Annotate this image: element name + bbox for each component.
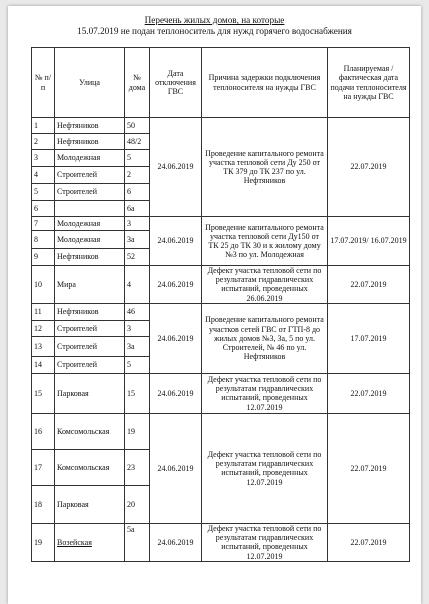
row-street: Парковая xyxy=(55,485,125,523)
header-reason: Причина задержки подключения теплоносителя на нужды ГВС xyxy=(202,48,328,118)
row-street: Строителей xyxy=(55,356,125,373)
table-row xyxy=(32,266,410,304)
row-num: 11 xyxy=(32,303,55,320)
row-house: 15 xyxy=(125,373,150,413)
title-line-2: 15.07.2019 не подан теплоноситель для нужд горячего водоснабжения xyxy=(77,26,352,36)
row-num: 5 xyxy=(32,184,55,201)
row-num: 9 xyxy=(32,249,55,266)
document-page xyxy=(8,6,421,604)
table-row xyxy=(32,217,410,231)
row-num: 4 xyxy=(32,167,55,184)
row-street: Нефтяников xyxy=(55,249,125,266)
row-house: 5 xyxy=(125,356,150,373)
row-street: Возейская xyxy=(55,523,125,561)
title-line-1: Перечень жилых домов, на которые xyxy=(144,15,285,25)
table-row xyxy=(32,118,410,134)
row-house: 20 xyxy=(125,485,150,523)
group-planned: 22.07.2019 xyxy=(328,413,410,523)
group-date: 24.06.2019 xyxy=(150,373,202,413)
row-street: Парковая xyxy=(55,373,125,413)
houses-table xyxy=(31,47,410,562)
row-street: Строителей xyxy=(55,167,125,184)
header-row xyxy=(32,48,410,118)
row-num: 8 xyxy=(32,231,55,249)
row-street: Мира xyxy=(55,266,125,304)
row-house: 23 xyxy=(125,449,150,485)
table-row xyxy=(32,303,410,320)
row-num: 17 xyxy=(32,449,55,485)
header-date-off: Дата отключения ГВС xyxy=(150,48,202,118)
row-house: 6а xyxy=(125,201,150,217)
row-house: 48/2 xyxy=(125,134,150,150)
table-row xyxy=(32,373,410,413)
row-house: 3 xyxy=(125,320,150,336)
row-house: 5 xyxy=(125,150,150,167)
row-num: 3 xyxy=(32,150,55,167)
row-house: 4 xyxy=(125,266,150,304)
group-date: 24.06.2019 xyxy=(150,303,202,373)
row-street xyxy=(55,201,125,217)
group-planned: 22.07.2019 xyxy=(328,266,410,304)
row-num: 1 xyxy=(32,118,55,134)
group-planned: 22.07.2019 xyxy=(328,118,410,217)
header-num: № п/п xyxy=(32,48,55,118)
row-street: Комсомольская xyxy=(55,413,125,449)
row-num: 10 xyxy=(32,266,55,304)
row-num: 18 xyxy=(32,485,55,523)
row-street: Строителей xyxy=(55,184,125,201)
row-num: 7 xyxy=(32,217,55,231)
group-reason: Проведение капитального ремонта участка тепловой сети Ду150 от ТК 25 до ТК 30 и к жилому дому №3 по ул. Молодежная xyxy=(202,217,328,266)
row-num: 16 xyxy=(32,413,55,449)
group-planned: 22.07.2019 xyxy=(328,373,410,413)
group-date: 24.06.2019 xyxy=(150,266,202,304)
group-reason: Проведение капитального ремонта участка тепловой сети Ду 250 от ТК 379 до ТК 237 по ул. Нефтяников xyxy=(202,118,328,217)
row-num: 12 xyxy=(32,320,55,336)
group-date: 24.06.2019 xyxy=(150,118,202,217)
row-house: 3а xyxy=(125,231,150,249)
group-reason: Дефект участка тепловой сети по результатам гидравлических испытаний, проведенных 12.07.2019 xyxy=(202,373,328,413)
row-num: 6 xyxy=(32,201,55,217)
document-title xyxy=(18,15,411,37)
row-house: 3а xyxy=(125,336,150,356)
row-house: 3 xyxy=(125,217,150,231)
group-reason: Дефект участка тепловой сети по результатам гидравлических испытаний, проведенных 26.06.2019 xyxy=(202,266,328,304)
row-num: 19 xyxy=(32,523,55,561)
row-house: 6 xyxy=(125,184,150,201)
row-street: Молодежная xyxy=(55,231,125,249)
row-street: Строителей xyxy=(55,320,125,336)
group-planned: 17.07.2019 xyxy=(328,303,410,373)
row-street: Строителей xyxy=(55,336,125,356)
row-num: 13 xyxy=(32,336,55,356)
group-date: 24.06.2019 xyxy=(150,523,202,561)
header-street: Улица xyxy=(55,48,125,118)
group-date: 24.06.2019 xyxy=(150,413,202,523)
row-street: Нефтяников xyxy=(55,134,125,150)
row-house: 19 xyxy=(125,413,150,449)
header-house: № дома xyxy=(125,48,150,118)
header-planned: Планируемая / фактическая дата подачи теплоносителя на нужды ГВС xyxy=(328,48,410,118)
row-house: 52 xyxy=(125,249,150,266)
group-planned: 17.07.2019/ 16.07.2019 xyxy=(328,217,410,266)
row-street: Нефтяников xyxy=(55,303,125,320)
row-house: 5а xyxy=(125,523,150,561)
row-house: 46 xyxy=(125,303,150,320)
row-house: 50 xyxy=(125,118,150,134)
row-house: 2 xyxy=(125,167,150,184)
row-num: 2 xyxy=(32,134,55,150)
group-reason: Проведение капитального ремонта участков сетей ГВС от ГТП-8 до жилых домов №3, 3а, 5 по ул. Строителей, № 46 по ул. Нефтяников xyxy=(202,303,328,373)
row-street: Молодежная xyxy=(55,150,125,167)
row-street: Молодежная xyxy=(55,217,125,231)
row-street: Нефтяников xyxy=(55,118,125,134)
group-reason: Дефект участка тепловой сети по результатам гидравлических испытаний, проведенных 12.07.2019 xyxy=(202,523,328,561)
group-date: 24.06.2019 xyxy=(150,217,202,266)
row-num: 15 xyxy=(32,373,55,413)
row-num: 14 xyxy=(32,356,55,373)
group-reason: Дефект участка тепловой сети по результатам гидравлических испытаний, проведенных 12.07.2019 xyxy=(202,413,328,523)
row-street: Комсомольская xyxy=(55,449,125,485)
group-planned: 22.07.2019 xyxy=(328,523,410,561)
table-row xyxy=(32,523,410,561)
table-row xyxy=(32,413,410,449)
